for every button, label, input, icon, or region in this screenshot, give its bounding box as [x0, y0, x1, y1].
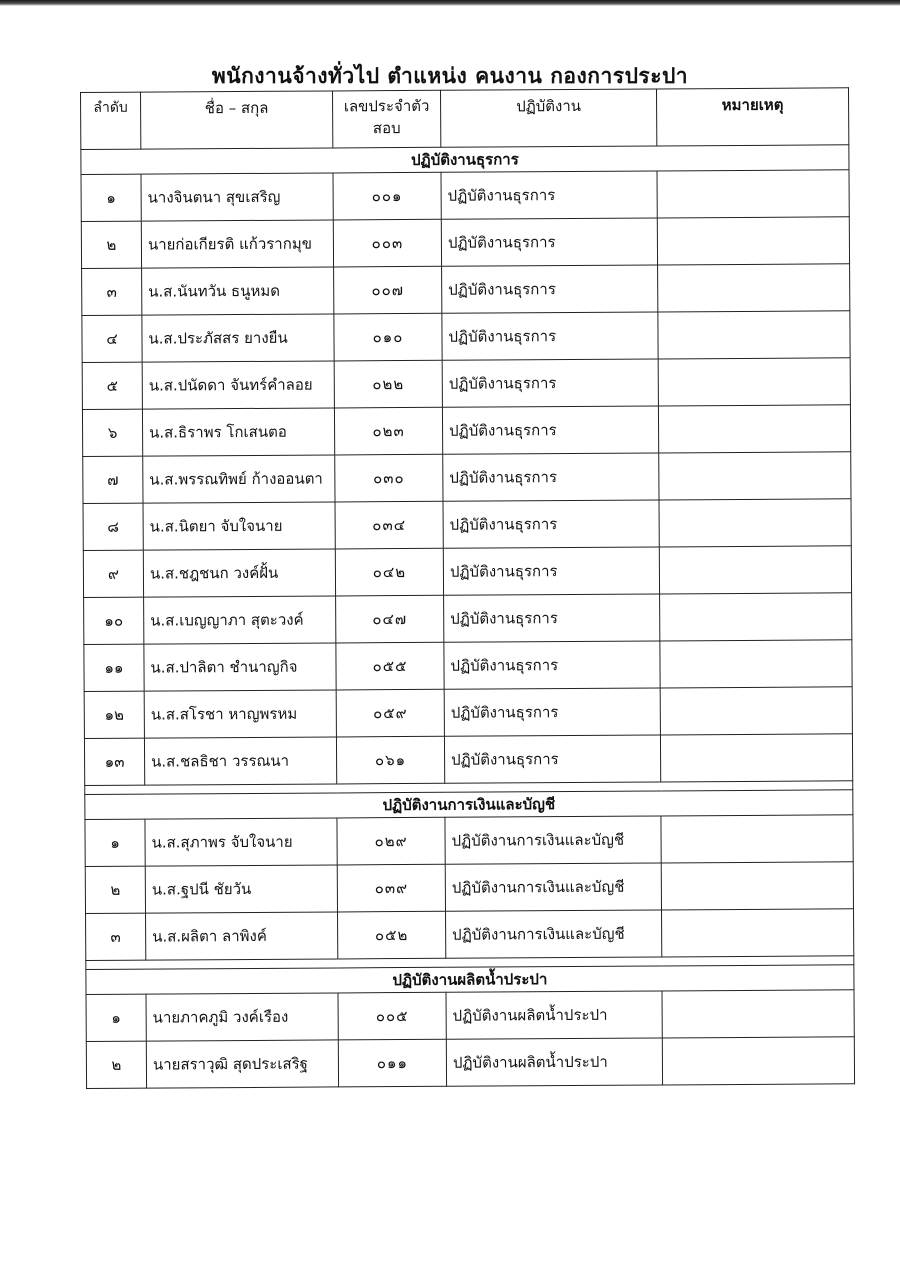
- cell-exam-id: ๐๐๗: [334, 266, 442, 314]
- cell-duty: ปฏิบัติงานการเงินและบัญชี: [446, 910, 662, 958]
- cell-duty: ปฏิบัติงานธุรการ: [444, 594, 660, 642]
- table-row: [86, 990, 854, 1042]
- table-row: [82, 405, 850, 457]
- table-row: [84, 734, 852, 786]
- cell-exam-id: ๐๐๓: [333, 219, 441, 267]
- cell-remark: [660, 687, 852, 735]
- cell-exam-id: ๐๐๕: [338, 992, 446, 1040]
- table-header: [81, 88, 849, 150]
- cell-no: ๑๑: [84, 644, 144, 691]
- cell-duty: ปฏิบัติงานธุรการ: [441, 218, 657, 266]
- table-row: [82, 264, 850, 316]
- cell-name: น.ส.ประภัสสร ยางยืน: [142, 314, 334, 362]
- section-heading: ปฏิบัติงานผลิตน้ำประปา: [86, 965, 854, 995]
- table-row: [82, 358, 850, 410]
- cell-name: น.ส.ฐปนี ชัยวัน: [145, 865, 337, 913]
- cell-exam-id: ๐๕๕: [336, 642, 444, 690]
- cell-no: ๒: [85, 866, 145, 913]
- cell-remark: [662, 990, 854, 1038]
- table-row: [86, 909, 854, 961]
- cell-duty: ปฏิบัติงานธุรการ: [444, 735, 660, 783]
- cell-remark: [658, 358, 850, 406]
- table-row: [85, 815, 853, 867]
- table-row: [85, 862, 853, 914]
- cell-exam-id: ๐๖๑: [336, 736, 444, 784]
- cell-name: น.ส.สุภาพร จับใจนาย: [145, 818, 337, 866]
- table-row: [83, 499, 851, 551]
- table-row: [82, 311, 850, 363]
- cell-no: ๓: [86, 913, 146, 960]
- cell-exam-id: ๐๒๒: [334, 360, 442, 408]
- cell-no: ๑: [86, 994, 146, 1041]
- cell-exam-id: ๐๔๗: [336, 595, 444, 643]
- cell-no: ๔: [82, 315, 142, 362]
- cell-exam-id: ๐๓๙: [337, 864, 445, 912]
- cell-remark: [662, 909, 854, 957]
- cell-no: ๘: [83, 503, 143, 550]
- header-no: ลำดับ: [81, 92, 141, 149]
- cell-duty: ปฏิบัติงานธุรการ: [443, 500, 659, 548]
- cell-no: ๙: [83, 550, 143, 597]
- cell-duty: ปฏิบัติงานธุรการ: [444, 641, 660, 689]
- cell-remark: [657, 217, 849, 265]
- table-row: [81, 217, 849, 269]
- cell-name: น.ส.ผลิตา ลาพิงค์: [146, 912, 338, 960]
- header-duty: ปฏิบัติงาน: [440, 89, 656, 147]
- cell-exam-id: ๐๓๐: [335, 454, 443, 502]
- cell-exam-id: ๐๔๒: [335, 548, 443, 596]
- cell-remark: [659, 452, 851, 500]
- cell-name: น.ส.พรรณทิพย์ ก้างออนตา: [143, 455, 335, 503]
- cell-duty: ปฏิบัติงานธุรการ: [444, 688, 660, 736]
- cell-duty: ปฏิบัติงานธุรการ: [442, 359, 658, 407]
- cell-duty: ปฏิบัติงานธุรการ: [441, 171, 657, 219]
- header-exam-id: เลขประจำตัวสอบ: [332, 90, 440, 148]
- cell-remark: [658, 311, 850, 359]
- table-row: [86, 1037, 854, 1089]
- table-row: [84, 640, 852, 692]
- cell-remark: [658, 405, 850, 453]
- cell-remark: [661, 815, 853, 863]
- cell-name: นางจินตนา สุขเสริญ: [141, 173, 333, 221]
- cell-name: น.ส.ชฎชนก วงค์ฝั้น: [143, 549, 335, 597]
- cell-duty: ปฏิบัติงานผลิตน้ำประปา: [446, 991, 662, 1039]
- cell-exam-id: ๐๑๐: [334, 313, 442, 361]
- cell-duty: ปฏิบัติงานการเงินและบัญชี: [445, 863, 661, 911]
- cell-remark: [660, 593, 852, 641]
- cell-remark: [660, 734, 852, 782]
- cell-exam-id: ๐๓๔: [335, 501, 443, 549]
- cell-exam-id: ๐๒๓: [334, 407, 442, 455]
- cell-remark: [659, 546, 851, 594]
- cell-exam-id: ๐๕๙: [336, 689, 444, 737]
- staff-table: [80, 87, 855, 1089]
- cell-duty: ปฏิบัติงานธุรการ: [442, 406, 658, 454]
- cell-remark: [662, 1037, 854, 1085]
- cell-no: ๑: [85, 819, 145, 866]
- cell-name: น.ส.ปนัดดา จันทร์คำลอย: [142, 361, 334, 409]
- section-heading: ปฏิบัติงานการเงินและบัญชี: [85, 790, 853, 820]
- cell-no: ๖: [82, 409, 142, 456]
- cell-name: น.ส.เบญญาภา สุตะวงค์: [144, 596, 336, 644]
- cell-name: น.ส.ธิราพร โกเสนตอ: [142, 408, 334, 456]
- cell-name: น.ส.ชลธิชา วรรณนา: [144, 737, 336, 785]
- cell-duty: ปฏิบัติงานธุรการ: [443, 453, 659, 501]
- cell-name: นายสราวุฒิ สุดประเสริฐ: [146, 1040, 338, 1088]
- cell-duty: ปฏิบัติงานธุรการ: [442, 312, 658, 360]
- table-row: [83, 546, 851, 598]
- cell-exam-id: ๐๐๑: [333, 172, 441, 220]
- cell-no: ๑๓: [84, 738, 144, 785]
- header-remark: หมายเหตุ: [656, 88, 848, 146]
- table-row: [84, 687, 852, 739]
- table-row: [84, 593, 852, 645]
- scan-top-edge: [0, 0, 900, 6]
- cell-no: ๕: [82, 362, 142, 409]
- cell-remark: [661, 862, 853, 910]
- cell-no: ๒: [86, 1041, 146, 1088]
- header-name: ชื่อ – สกุล: [141, 91, 333, 149]
- cell-duty: ปฏิบัติงานการเงินและบัญชี: [445, 816, 661, 864]
- cell-name: น.ส.นันทวัน ธนูหมด: [142, 267, 334, 315]
- cell-name: น.ส.สโรชา หาญพรหม: [144, 690, 336, 738]
- cell-remark: [659, 499, 851, 547]
- cell-name: นายภาคภูมิ วงค์เรือง: [146, 993, 338, 1041]
- cell-no: ๓: [82, 268, 142, 315]
- cell-exam-id: ๐๒๙: [337, 817, 445, 865]
- cell-no: ๑๒: [84, 691, 144, 738]
- table-row: [81, 170, 849, 222]
- cell-remark: [660, 640, 852, 688]
- table-row: [83, 452, 851, 504]
- cell-remark: [658, 264, 850, 312]
- cell-no: ๑๐: [84, 597, 144, 644]
- cell-name: น.ส.ปาลิตา ชำนาญกิจ: [144, 643, 336, 691]
- cell-name: น.ส.นิตยา จับใจนาย: [143, 502, 335, 550]
- document-title: พนักงานจ้างทั่วไป ตำแหน่ง คนงาน กองการประปา: [211, 64, 689, 88]
- cell-exam-id: ๐๕๒: [338, 911, 446, 959]
- section-heading: ปฏิบัติงานธุรการ: [81, 145, 849, 175]
- cell-duty: ปฏิบัติงานธุรการ: [443, 547, 659, 595]
- cell-name: นายก่อเกียรติ แก้วรากมุข: [141, 220, 333, 268]
- cell-duty: ปฏิบัติงานผลิตน้ำประปา: [446, 1038, 662, 1086]
- cell-duty: ปฏิบัติงานธุรการ: [442, 265, 658, 313]
- cell-exam-id: ๐๑๑: [338, 1039, 446, 1087]
- cell-remark: [657, 170, 849, 218]
- cell-no: ๒: [81, 221, 141, 268]
- table-body: [81, 145, 855, 1089]
- cell-no: ๗: [83, 456, 143, 503]
- cell-no: ๑: [81, 174, 141, 221]
